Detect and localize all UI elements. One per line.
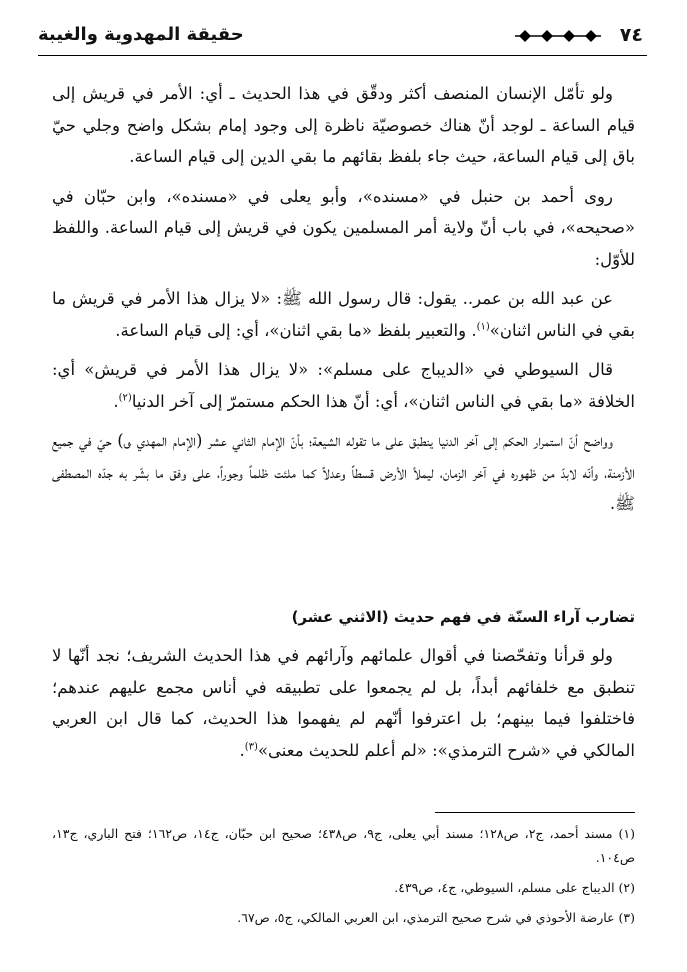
header-rule — [38, 55, 647, 56]
main-text-continued — [52, 640, 635, 774]
footnote-1: (١) مسند أحمد، ج٢، ص١٢٨؛ مسند أبي يعلى، ج٩، ص٤٣٨؛ صحيح ابن حبّان، ج١٤، ص١٦٢؛ فتح الباري، ج١٣، ص١٠٤. — [52, 826, 636, 865]
paragraph-5: وواضح أنّ استمرار الحكم إلى آخر الدنيا ينطبق على ما تقوله الشيعة؛ بأنّ الإمام الثاني عشر (الإمام المهدي ؈) حيّ في جميع الأزمنة، وأنّه لابدّ من ظهوره في آخر الزمان، ليملأ الأرض قسطاً وعدلاً كما ملئت ظلماً وجوراً، على وفق ما بشّر به جدّه المصطفى ﷺ. — [52, 431, 635, 513]
running-title: حقيقة المهدوية والغيبة — [38, 24, 244, 45]
footnote-mark-3: (٣) — [244, 741, 258, 752]
footnote-3: (٣) عارضة الأحوذي في شرح صحيح الترمذي، ابن العربي المالكي، ج٥، ص٦٧. — [237, 910, 635, 925]
footnote-mark-2: (٢) — [118, 392, 132, 403]
footnote-2: (٢) الديباج على مسلم، السيوطي، ج٤، ص٤٣٩. — [394, 880, 635, 895]
section-heading: تضارب آراء السنّة في فهم حديث (الاثني عشر) — [291, 608, 635, 626]
paragraph-6: ولو قرأنا وتفحّصنا في أقوال علمائهم وآرائهم في هذا الحديث الشريف؛ نجد أنّها لا تنطبق مع خلفائهم أبداً، بل لم يجمعوا على تطبيقه في أناس مجمع عليهم عندهم؛ فاختلفوا فيما بينهم؛ بل اعترفوا أنّهم لم يفهموا هذا الحديث، كما قال ابن العربي المالكي في «شرح الترمذي»: «لم أعلم للحديث معنى»$^{(٣)}$. — [52, 646, 635, 760]
page-header — [38, 22, 647, 62]
paragraph-3: عن عبد الله بن عمر.. يقول: قال رسول الله ﷺ: «لا يزال هذا الأمر في قريش ما بقي في الناس اثنان»$^{(١)}$. والتعبير بلفظ «ما بقي اثنان»، أي: إلى قيام الساعة. — [52, 289, 635, 340]
footnotes — [52, 822, 635, 936]
paragraph-4: قال السيوطي في «الديباج على مسلم»: «لا يزال هذا الأمر في قريش» أي: الخلافة «ما بقي في الناس اثنان»، أي: أنّ هذا الحكم مستمرّ إلى آخر الدنيا$^{(٢)}$. — [52, 360, 635, 411]
diamond-ornament-icon — [513, 26, 603, 46]
main-text — [52, 78, 635, 528]
paragraph-2: روى أحمد بن حنبل في «مسنده»، وأبو يعلى في «مسنده»، وابن حبّان في «صحيحه»، في باب أنّ ولاية أمر المسلمين يكون في قريش إلى قيام الساعة. واللفظ للأوّل: — [52, 186, 635, 269]
paragraph-1: ولو تأمّل الإنسان المنصف أكثر ودقّق في هذا الحديث ـ أي: الأمر في قريش إلى قيام الساعة ـ لوجد أنّ هناك خصوصيّة ناظرة إلى وجود إمام بشكل واضح وجلي حيّ باق إلى قيام الساعة، حيث جاء بلفظ بقائهم ما بقي الدين إلى قيام الساعة. — [52, 84, 635, 166]
footnote-separator — [435, 812, 635, 813]
footnote-mark-1: (١) — [476, 321, 490, 332]
page-number: ٧٤ — [619, 24, 643, 46]
